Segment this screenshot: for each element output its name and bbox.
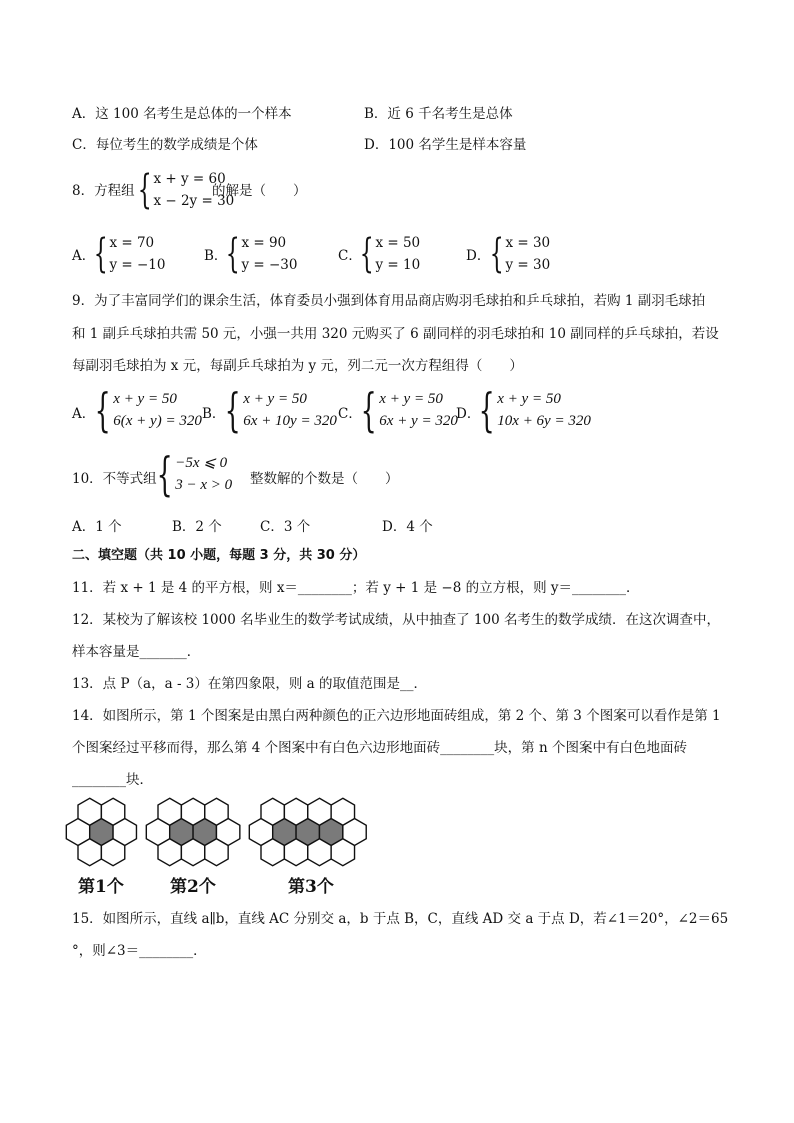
q9-option-d-eq1: x + y = 50 (497, 391, 561, 407)
brace-icon: { (93, 231, 108, 277)
white-hexagon-tile (308, 798, 331, 825)
q12-line-1: 12．某校为了解该校 1000 名毕业生的数学考试成绩，从中抽查了 100 名考生的数学成绩．在这次调查中， (72, 612, 720, 628)
q8-eq2: x − 2y = 30 (153, 193, 235, 209)
white-hexagon-tile (205, 839, 228, 866)
white-hexagon-tile (261, 798, 284, 825)
q9-option-a-eq2: 6(x + y) = 320 (113, 413, 202, 429)
q8-option-b-label: B． (204, 248, 228, 264)
q8-option-a-label: A． (72, 248, 96, 264)
q10-option-a: A．1 个 (72, 519, 122, 535)
q8-option-a-system (88, 232, 165, 276)
white-hexagon-tile (158, 798, 181, 825)
q15-line-2: °，则∠3＝________． (72, 943, 207, 959)
q9-option-a-label: A． (72, 406, 96, 422)
q8-option-b-system (220, 232, 297, 276)
q7-option-b: B．近 6 千名考生是总体 (364, 106, 513, 122)
white-hexagon-tile (331, 798, 354, 825)
q8-option-c-eq2: y = 10 (375, 257, 421, 273)
q9-option-b-system (218, 383, 337, 437)
brace-icon: { (224, 383, 241, 437)
q10-eq1: −5x ⩽ 0 (175, 455, 228, 471)
q9-option-d-system (472, 383, 591, 437)
q13-text: 13．点 P（a，a - 3）在第四象限，则 a 的取值范围是__． (72, 676, 428, 692)
white-hexagon-tile (181, 798, 204, 825)
q9-line-1: 9．为了丰富同学们的课余生活，体育委员小强到体育用品商店购羽毛球拍和乒乓球拍，若购 1 副羽毛球拍 (72, 293, 706, 309)
white-hexagon-tile (205, 798, 228, 825)
q9-option-d-eq2: 10x + 6y = 320 (497, 413, 591, 429)
q14-line-1: 14．如图所示，第 1 个图案是由黑白两种颜色的正六边形地面砖组成，第 2 个、第 3 个图案可以看作是第 1 (72, 708, 721, 724)
q9-option-c-eq2: 6x + y = 320 (379, 413, 458, 429)
q8-option-b-eq1: x = 90 (241, 235, 287, 251)
q8-stem-suffix: 的解是（ ） (212, 183, 307, 199)
brace-icon: { (225, 231, 240, 277)
q10-system (150, 447, 233, 501)
q10-option-d: D．4 个 (382, 519, 433, 535)
q8-option-d-label: D． (466, 248, 491, 264)
q8-option-c-label: C． (338, 248, 362, 264)
section-heading: 二、填空题（共 10 小题，每题 3 分，共 30 分） (72, 548, 366, 563)
white-hexagon-tile (101, 798, 124, 825)
white-hexagon-tile (284, 798, 307, 825)
q8-option-a-eq1: x = 70 (109, 235, 155, 251)
q8-eq1: x + y = 60 (153, 171, 226, 187)
q8-option-c-system (354, 232, 420, 276)
white-hexagon-tile (158, 839, 181, 866)
q9-option-b-eq1: x + y = 50 (243, 391, 307, 407)
q7-option-d: D．100 名学生是样本容量 (364, 137, 527, 153)
q15-line-1: 15．如图所示，直线 a∥b，直线 AC 分别交 a，b 于点 B，C，直线 AD 交 a 于点 D，若∠1＝20°，∠2＝65 (72, 911, 729, 927)
white-hexagon-tile (78, 839, 101, 866)
hexagon-tiling-figure (60, 795, 390, 875)
brace-icon: { (360, 383, 377, 437)
q8-option-d-eq2: y = 30 (505, 257, 551, 273)
q9-option-c-eq1: x + y = 50 (379, 391, 443, 407)
q8-option-a-eq2: y = −10 (109, 257, 166, 273)
white-hexagon-tile (261, 839, 284, 866)
q9-option-c-system (354, 383, 458, 437)
q14-line-3: ________块． (72, 772, 153, 788)
q10-stem-suffix: 整数解的个数是（ ） (250, 471, 399, 487)
brace-icon: { (489, 231, 504, 277)
brace-icon: { (94, 383, 111, 437)
brace-icon: { (359, 231, 374, 277)
q14-line-2: 个图案经过平移而得，那么第 4 个图案中有白色六边形地面砖________块，第 n 个图案中有白色地面砖 (72, 740, 687, 756)
brace-icon: { (478, 383, 495, 437)
figure-caption-3: 第3个 (288, 877, 334, 897)
q7-option-c: C．每位考生的数学成绩是个体 (72, 137, 258, 153)
q9-option-a-system (88, 383, 202, 437)
brace-icon: { (156, 447, 173, 501)
q9-option-b-label: B． (202, 406, 226, 422)
figure-caption-2: 第2个 (170, 877, 216, 897)
q10-option-b: B．2 个 (172, 519, 222, 535)
q8-option-d-eq1: x = 30 (505, 235, 551, 251)
q10-stem-prefix: 10．不等式组 (72, 471, 157, 487)
q9-option-d-label: D． (456, 406, 481, 422)
brace-icon: { (137, 167, 152, 213)
white-hexagon-tile (78, 798, 101, 825)
q9-option-a-eq1: x + y = 50 (113, 391, 177, 407)
q10-eq2: 3 − x > 0 (175, 477, 233, 493)
figure-caption-1: 第1个 (78, 877, 124, 897)
q10-option-c: C．3 个 (260, 519, 311, 535)
q9-line-3: 每副羽毛球拍为 x 元，每副乒乓球拍为 y 元，列二元一次方程组得（ ） (72, 358, 523, 374)
white-hexagon-tile (181, 839, 204, 866)
q9-option-c-label: C． (338, 406, 362, 422)
q8-option-d-system (484, 232, 550, 276)
white-hexagon-tile (284, 839, 307, 866)
q11-text: 11．若 x + 1 是 4 的平方根，则 x＝________；若 y + 1 是 −8 的立方根，则 y＝________． (72, 580, 640, 596)
white-hexagon-tile (331, 839, 354, 866)
q7-option-a: A．这 100 名考生是总体的一个样本 (72, 106, 292, 122)
white-hexagon-tile (308, 839, 331, 866)
white-hexagon-tile (101, 839, 124, 866)
q8-stem-prefix: 8．方程组 (72, 183, 135, 199)
q9-option-b-eq2: 6x + 10y = 320 (243, 413, 337, 429)
q12-line-2: 样本容量是_______． (72, 644, 201, 660)
q8-option-c-eq1: x = 50 (375, 235, 421, 251)
q9-line-2: 和 1 副乒乓球拍共需 50 元，小强一共用 320 元购买了 6 副同样的羽毛球拍和 10 副同样的乒乓球拍，若设 (72, 326, 719, 342)
q8-option-b-eq2: y = −30 (241, 257, 298, 273)
